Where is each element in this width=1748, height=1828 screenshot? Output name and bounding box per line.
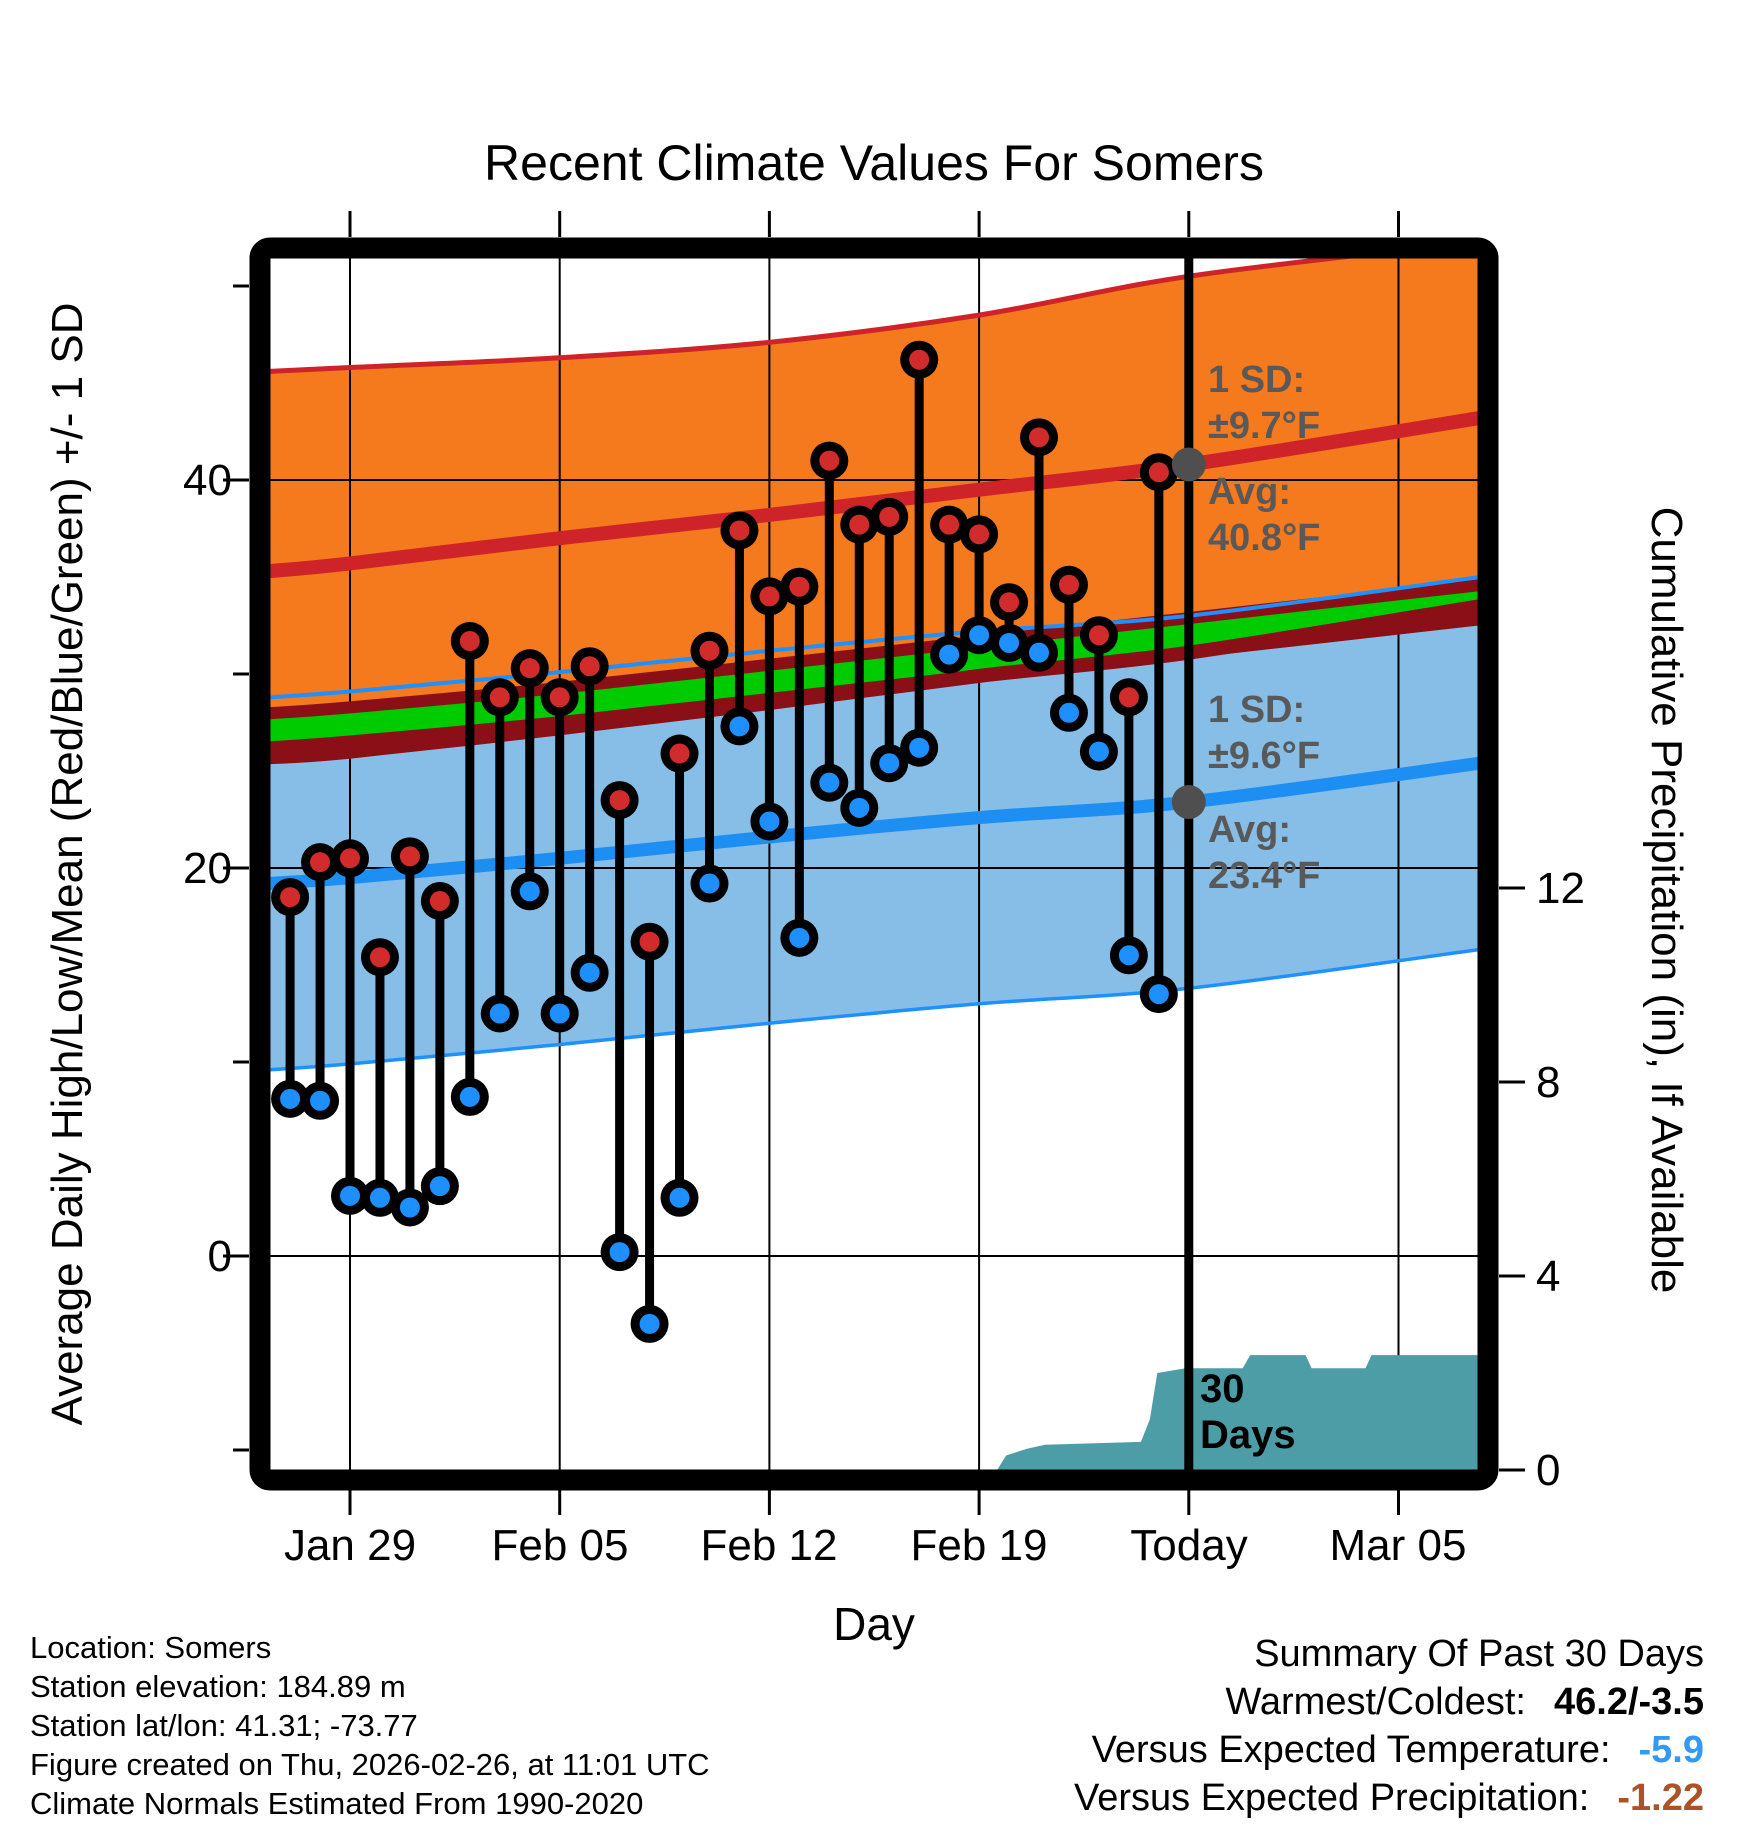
low-dot — [310, 1091, 330, 1111]
high-dot — [340, 848, 360, 868]
high-dot — [550, 687, 570, 707]
today-low-avg-marker — [1172, 785, 1206, 819]
high-dot — [400, 846, 420, 866]
precip-window-label-line2: Days — [1200, 1413, 1296, 1457]
high-dot — [819, 451, 839, 471]
y-right-axis-title: Cumulative Precipitation (in), If Available — [1642, 506, 1691, 1294]
y-left-axis-title: Average Daily High/Low/Mean (Red/Blue/Green) +/- 1 SD — [43, 302, 92, 1426]
y-right-tick-0: 0 — [1536, 1446, 1561, 1495]
x-axis-title: Day — [833, 1598, 915, 1650]
low-dot — [520, 881, 540, 901]
low-dot — [370, 1188, 390, 1208]
x-tick-feb12: Feb 12 — [700, 1521, 838, 1570]
low-dot — [550, 1004, 570, 1024]
high-dot — [699, 641, 719, 661]
low-dot — [789, 928, 809, 948]
chart-title: Recent Climate Values For Somers — [484, 135, 1264, 191]
low-dot — [939, 645, 959, 665]
x-tick-mar05: Mar 05 — [1329, 1521, 1467, 1570]
high-dot — [879, 507, 899, 527]
low-sd-value: ±9.6°F — [1208, 735, 1321, 777]
summary-value: 46.2/-3.5 — [1554, 1681, 1704, 1723]
low-dot — [849, 798, 869, 818]
low-dot — [580, 963, 600, 983]
high-dot — [490, 687, 510, 707]
metadata-created: Figure created on Thu, 2026-02-26, at 11:01 UTC — [30, 1747, 710, 1782]
high-dot — [969, 524, 989, 544]
high-sd-value: ±9.7°F — [1208, 405, 1321, 447]
summary-title: Summary Of Past 30 Days — [1254, 1633, 1704, 1675]
low-avg-value: 23.4°F — [1208, 855, 1321, 897]
high-dot — [1029, 427, 1049, 447]
metadata-latlon: Station lat/lon: 41.31; -73.77 — [30, 1708, 418, 1743]
low-dot — [400, 1198, 420, 1218]
high-dot — [430, 891, 450, 911]
low-dot — [819, 773, 839, 793]
low-dot — [1149, 984, 1169, 1004]
low-dot — [1059, 703, 1079, 723]
summary-past-30-days — [1074, 1630, 1704, 1822]
low-dot — [879, 753, 899, 773]
low-dot — [1089, 742, 1109, 762]
summary-row-vs-precip — [1074, 1774, 1704, 1822]
y-left-tick-0: 0 — [207, 1232, 232, 1281]
y-right-tick-4: 4 — [1536, 1252, 1561, 1301]
low-dot — [1119, 945, 1139, 965]
low-dot — [490, 1004, 510, 1024]
high-dot — [759, 586, 779, 606]
high-dot — [610, 790, 630, 810]
high-sd-label: 1 SD: — [1208, 359, 1306, 401]
today-high-avg-marker — [1172, 447, 1206, 481]
high-dot — [280, 887, 300, 907]
summary-label: Versus Expected Precipitation: — [1073, 1777, 1590, 1819]
high-dot — [1149, 462, 1169, 482]
low-dot — [909, 738, 929, 758]
metadata-normals: Climate Normals Estimated From 1990-2020 — [30, 1786, 644, 1821]
high-dot — [310, 852, 330, 872]
x-tick-feb05: Feb 05 — [491, 1521, 629, 1570]
low-dot — [699, 874, 719, 894]
high-dot — [370, 947, 390, 967]
low-dot — [610, 1242, 630, 1262]
y-right-tick-12: 12 — [1536, 864, 1585, 913]
metadata-elevation: Station elevation: 184.89 m — [30, 1669, 406, 1704]
high-dot — [1059, 575, 1079, 595]
low-dot — [759, 811, 779, 831]
y-left-tick-40: 40 — [183, 456, 232, 505]
x-tick-feb19: Feb 19 — [910, 1521, 1048, 1570]
summary-value: -1.22 — [1617, 1777, 1704, 1819]
high-dot — [580, 656, 600, 676]
precip-window-label-line1: 30 — [1200, 1367, 1245, 1411]
figure-metadata — [30, 1628, 710, 1823]
low-dot — [430, 1176, 450, 1196]
high-dot — [640, 932, 660, 952]
y-left-tick-20: 20 — [183, 844, 232, 893]
high-dot — [1089, 625, 1109, 645]
low-dot — [640, 1314, 660, 1334]
high-dot — [1119, 687, 1139, 707]
high-dot — [849, 515, 869, 535]
low-dot — [729, 716, 749, 736]
low-dot — [1029, 643, 1049, 663]
low-sd-label: 1 SD: — [1208, 689, 1306, 731]
metadata-location: Location: Somers — [30, 1630, 272, 1665]
summary-row-vs-temp — [1074, 1726, 1704, 1774]
high-dot — [670, 744, 690, 764]
high-dot — [520, 658, 540, 678]
high-dot — [939, 515, 959, 535]
y-right-tick-8: 8 — [1536, 1058, 1561, 1107]
summary-label: Warmest/Coldest: — [1225, 1681, 1526, 1723]
low-dot — [969, 625, 989, 645]
high-avg-label: Avg: — [1208, 471, 1292, 513]
high-dot — [999, 592, 1019, 612]
summary-row-warmest-coldest — [1074, 1678, 1704, 1726]
summary-label: Versus Expected Temperature: — [1091, 1729, 1611, 1771]
low-dot — [460, 1087, 480, 1107]
high-dot — [729, 520, 749, 540]
low-dot — [340, 1186, 360, 1206]
low-avg-label: Avg: — [1208, 809, 1292, 851]
high-avg-value: 40.8°F — [1208, 517, 1321, 559]
high-dot — [460, 631, 480, 651]
summary-value: -5.9 — [1638, 1729, 1704, 1771]
high-dot — [909, 350, 929, 370]
x-tick-today: Today — [1130, 1521, 1248, 1570]
high-dot — [789, 577, 809, 597]
x-tick-jan29: Jan 29 — [283, 1521, 417, 1570]
low-dot — [999, 633, 1019, 653]
low-dot — [280, 1089, 300, 1109]
low-dot — [670, 1188, 690, 1208]
